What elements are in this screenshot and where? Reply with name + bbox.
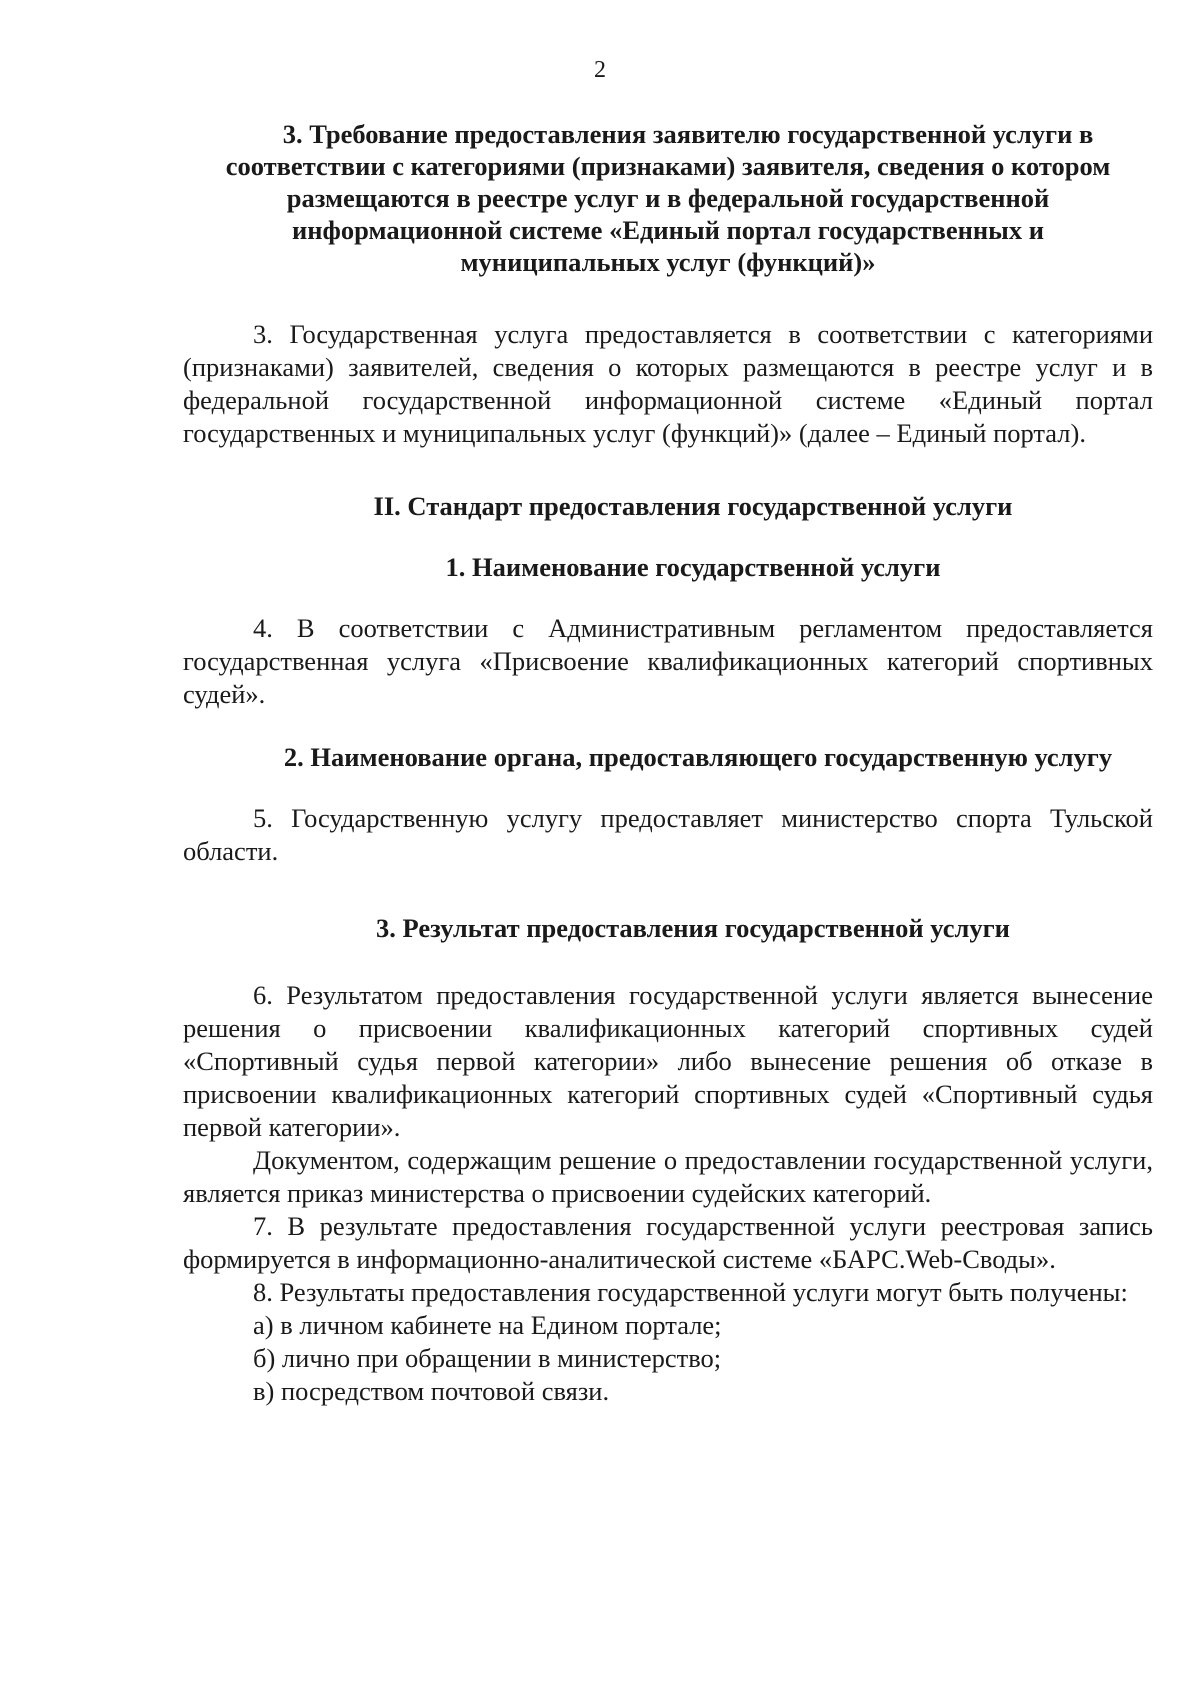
list-item: а) в личном кабинете на Едином портале; bbox=[253, 1310, 722, 1340]
section-3-heading-line: информационной системе «Единый портал государственных и bbox=[292, 215, 1044, 245]
subsection-2-heading: 2. Наименование органа, предоставляющего государственную услугу bbox=[283, 742, 1113, 772]
paragraph-6: 6. Результатом предоставления государственной услуги является вынесение решения о присвоении квалификационных категорий спортивных судей «Спортивный судья первой категории» либо вынесение решения об отказе в присвоении квалификационных категорий спортивных судей «Спортивный судья первой категории». bbox=[183, 980, 1153, 1142]
paragraph-3: 3. Государственная услуга предоставляется в соответствии с категориями (признаками) заявителей, сведения о которых размещаются в реестре услуг и в федеральной государственной информационной системе «Единый портал государственных и муниципальных услуг (функций)» (далее – Единый портал). bbox=[183, 319, 1153, 448]
paragraph-4: 4. В соответствии с Административным регламентом предоставляется государственная услуга «Присвоение квалификационных категорий спортивных судей». bbox=[183, 613, 1153, 709]
section-3-heading-line: 3. Требование предоставления заявителю государственной услуги в bbox=[282, 119, 1094, 149]
list-item: в) посредством почтовой связи. bbox=[253, 1376, 610, 1406]
section-3-heading-line: соответствии с категориями (признаками) заявителя, сведения о котором bbox=[225, 151, 1111, 181]
section-ii-heading: II. Стандарт предоставления государственной услуги bbox=[373, 491, 1013, 521]
document-body bbox=[183, 118, 1153, 1408]
page-number: 2 bbox=[594, 57, 606, 83]
results-list bbox=[183, 1309, 1153, 1408]
section-3-heading-line: муниципальных услуг (функций)» bbox=[460, 247, 876, 277]
list-item: б) лично при обращении в министерство; bbox=[253, 1343, 722, 1373]
paragraph-8: 8. Результаты предоставления государственной услуги могут быть получены: bbox=[253, 1277, 1128, 1307]
paragraph-7: 7. В результате предоставления государственной услуги реестровая запись формируется в информационно-аналитической системе «БАРС.Web-Своды». bbox=[183, 1211, 1153, 1274]
paragraph-5: 5. Государственную услугу предоставляет министерство спорта Тульской области. bbox=[183, 803, 1153, 866]
subsection-3-heading: 3. Результат предоставления государственной услуги bbox=[376, 913, 1010, 943]
section-3-heading bbox=[183, 118, 1153, 278]
paragraph-6-document: Документом, содержащим решение о предоставлении государственной услуги, является приказ министерства о присвоении судейских категорий. bbox=[183, 1145, 1153, 1208]
subsection-1-heading: 1. Наименование государственной услуги bbox=[445, 552, 941, 582]
section-3-heading-line: размещаются в реестре услуг и в федеральной государственной bbox=[286, 183, 1050, 213]
